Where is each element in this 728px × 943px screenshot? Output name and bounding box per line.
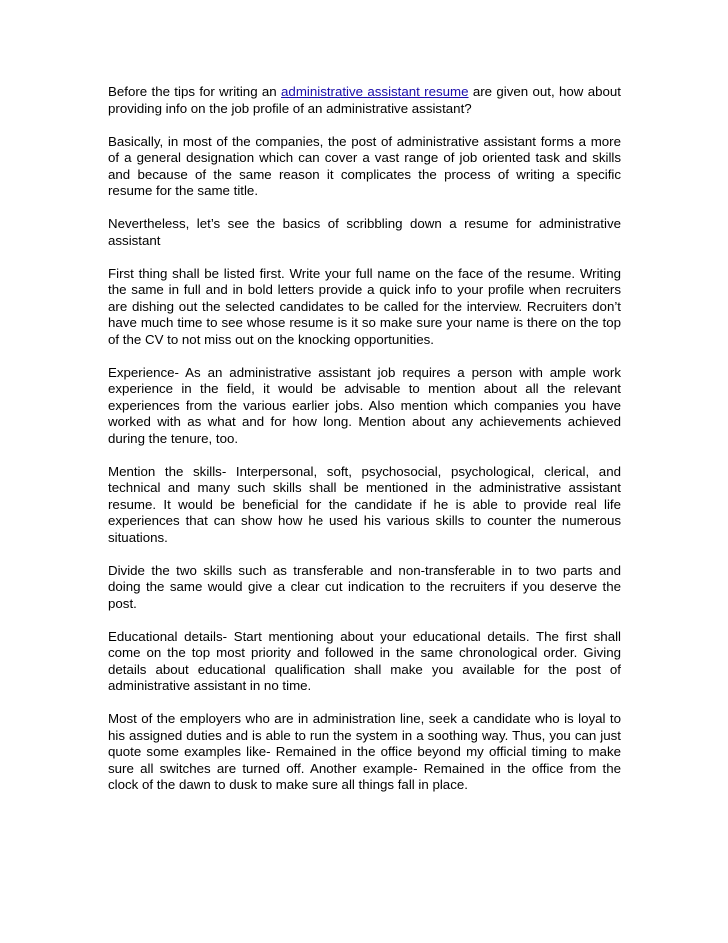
paragraph-divide-skills: Divide the two skills such as transferable and non-transferable in to two parts and doing the same would give a clear cut indication to the recruiters if you deserve the post. (108, 562, 621, 611)
paragraph-basics: Nevertheless, let’s see the basics of scribbling down a resume for administrative assistant (108, 216, 621, 248)
paragraph-general-designation: Basically, in most of the companies, the post of administrative assistant forms a more of a general designation which can cover a vast range of job oriented task and skills and because of the same reason it complicates the process of writing a specific resume for the same title. (108, 133, 621, 198)
paragraph-skills: Mention the skills- Interpersonal, soft, psychosocial, psychological, clerical, and technical and many such skills shall be mentioned in the administrative assistant resume. It would be beneficial for the candidate if he is able to provide real life experiences that can show how he used his various skills to counter the numerous situations. (108, 463, 621, 545)
resume-link[interactable]: administrative assistant resume (281, 84, 469, 99)
intro-text-after-link: are given out, how about providing info on the job profile of an administrative assistant? (108, 84, 622, 116)
paragraph-education: Educational details- Start mentioning about your educational details. The first shall come on the top most priority and followed in the same chronological order. Giving details about educational qualification shall make you available for the post of administrative assistant in no time. (108, 628, 621, 693)
intro-paragraph (108, 84, 621, 117)
document-page (108, 84, 621, 810)
paragraph-employers: Most of the employers who are in administration line, seek a candidate who is loyal to his assigned duties and is able to run the system in a soothing way. Thus, you can just quote some examples like- Remained in the office beyond my official timing to make sure all switches are turned off. Another example- Remained in the office from the clock of the dawn to dusk to make sure all things fall in place. (108, 711, 621, 792)
intro-text-before-link: Before the tips for writing an (108, 84, 282, 99)
paragraph-full-name: First thing shall be listed first. Write your full name on the face of the resume. Writing the same in full and in bold letters provide a quick info to your profile when recruiters are dishing out the selected candidates to be called for the interview. Recruiters don’t have much time to see whose resume is it so make sure your name is there on the top of the CV to not miss out on the knocking opportunities. (108, 265, 621, 347)
paragraph-experience: Experience- As an administrative assistant job requires a person with ample work experience in the field, it would be advisable to mention about all the relevant experiences from the various earlier jobs. Also mention which companies you have worked with as what and for how long. Mention about any achievements achieved during the tenure, too. (108, 364, 621, 446)
